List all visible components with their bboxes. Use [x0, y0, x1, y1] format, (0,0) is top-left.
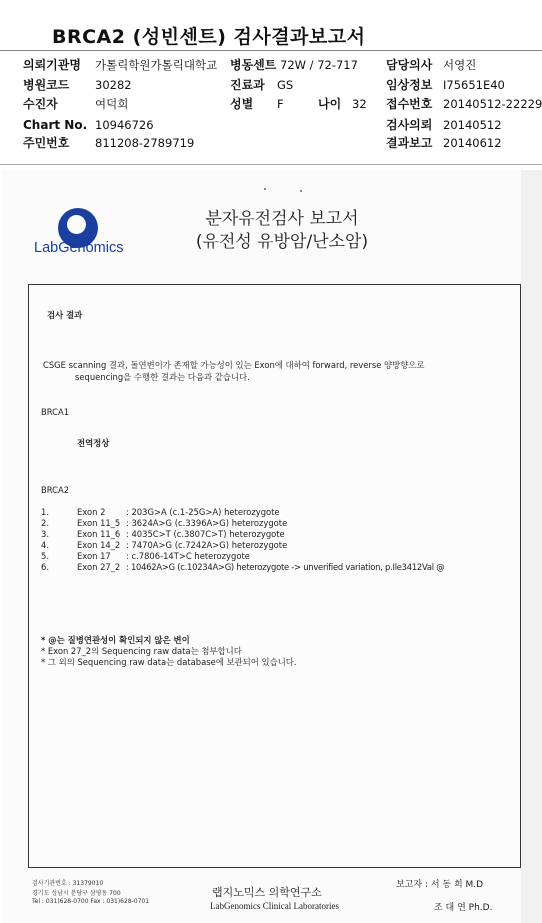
report-title-line1: 분자유전검사 보고서	[205, 209, 359, 229]
header-divider-top	[0, 50, 542, 51]
department-label: 진료과	[230, 78, 265, 92]
result-box	[28, 284, 521, 868]
variant-description: : 3624A>G (c.3396A>G) heterozygote	[126, 518, 288, 528]
receipt-no-value: 20140512-22229	[443, 97, 542, 111]
variant-exon: Exon 27_2	[77, 562, 121, 572]
age-value: 32	[352, 97, 367, 111]
variant-description: : 203G>A (c.1-25G>A) heterozygote	[126, 507, 280, 517]
scanned-report-page	[2, 170, 522, 923]
report-date-label: 결과보고	[386, 136, 433, 150]
variant-number: 6.	[41, 562, 49, 572]
document-title: BRCA2 (성빈센트) 검사결과보고서	[52, 26, 366, 48]
reviewer-signature: 조 대 연 Ph.D.	[434, 903, 493, 913]
request-date-value: 20140512	[443, 118, 502, 132]
report-date-value: 20140612	[443, 136, 502, 150]
note-line: * 그 외의 Sequencing raw data는 database에 보관되어 있습니다.	[41, 657, 297, 667]
doctor-label: 담당의사	[386, 58, 433, 72]
scan-margin	[521, 170, 542, 923]
clinical-info-value: I75651E40	[443, 78, 505, 92]
age-label: 나이	[318, 97, 342, 111]
doctor-value: 서영진	[443, 58, 477, 72]
variant-exon: Exon 17	[77, 551, 111, 561]
chart-no-value: 10946726	[95, 118, 154, 132]
report-title	[162, 208, 402, 254]
department-value: GS	[277, 78, 294, 92]
report-header	[0, 0, 542, 166]
variant-exon: Exon 11_6	[77, 529, 121, 539]
brca1-label: BRCA1	[41, 407, 70, 417]
lab-name-korean: 랩지노믹스 의학연구소	[212, 886, 322, 899]
lab-phone: Tel : 031)628-0700 Fax : 031)628-0701	[32, 898, 150, 905]
clinical-info-label: 임상정보	[386, 78, 433, 92]
intro-line-1: CSGE scanning 결과, 돌연변이가 존재할 가능성이 있는 Exon에 대하여 forward, reverse 양방향으로	[43, 360, 425, 370]
logo-text: LabGenomics	[34, 240, 124, 256]
receipt-no-label: 접수번호	[386, 97, 433, 111]
scan-artifact	[300, 190, 302, 192]
brca1-result: 전역정상	[77, 438, 110, 448]
variant-description: : 7470A>G (c.7242A>G) heterozygote	[126, 540, 288, 550]
variant-description: : 4035C>T (c.3807C>T) heterozygote	[126, 529, 285, 539]
brca2-label: BRCA2	[41, 485, 70, 495]
variant-number: 3.	[41, 529, 49, 539]
variant-number: 2.	[41, 518, 49, 528]
variant-description: : c.7806-14T>C heterozygote	[126, 551, 250, 561]
resident-no-label: 주민번호	[23, 136, 70, 150]
sex-label: 성별	[230, 97, 254, 111]
ward-value: 72W / 72-717	[280, 58, 358, 72]
report-title-line2: (유전성 유방암/난소암)	[195, 232, 369, 252]
patient-label: 수진자	[23, 97, 58, 111]
lab-name-english: LabGenomics Clinical Laboratories	[210, 901, 339, 911]
hospital-code-label: 병원코드	[23, 78, 70, 92]
section-heading: 검사 결과	[47, 310, 83, 320]
variant-number: 5.	[41, 551, 49, 561]
lab-address: 경기도 성남시 분당구 삼평동 700	[32, 890, 121, 897]
intro-line-2: sequencing을 수행한 결과는 다음과 같습니다.	[75, 372, 250, 382]
institution-value: 가톨릭학원가톨릭대학교	[95, 58, 218, 72]
variant-exon: Exon 14_2	[77, 540, 121, 550]
variant-description: : 10462A>G (c.10234A>G) heterozygote -> unverified variation, p.Ile3412Val @	[126, 562, 445, 572]
variant-number: 4.	[41, 540, 49, 550]
patient-value: 여덕희	[95, 97, 129, 111]
request-date-label: 검사의뢰	[386, 118, 433, 132]
institution-label: 의뢰기관명	[23, 58, 81, 72]
hospital-code-value: 30282	[95, 78, 132, 92]
note-line: * @는 질병연관성이 확인되지 않은 변이	[41, 635, 190, 645]
sex-value: F	[277, 97, 284, 111]
reporter-signature: 보고자 : 서 동 희 M.D	[396, 880, 484, 890]
license-number: 검사기관번호 : 31379010	[32, 880, 104, 887]
variant-exon: Exon 2	[77, 507, 106, 517]
scan-artifact	[264, 188, 266, 190]
variant-exon: Exon 11_5	[77, 518, 121, 528]
note-line: * Exon 27_2의 Sequencing raw data는 첨부합니다	[41, 646, 242, 656]
ward-label: 병동센트	[230, 58, 277, 72]
variant-number: 1.	[41, 507, 49, 517]
resident-no-value: 811208-2789719	[95, 136, 195, 150]
header-divider-bottom	[0, 164, 542, 165]
chart-no-label: Chart No.	[23, 118, 88, 132]
